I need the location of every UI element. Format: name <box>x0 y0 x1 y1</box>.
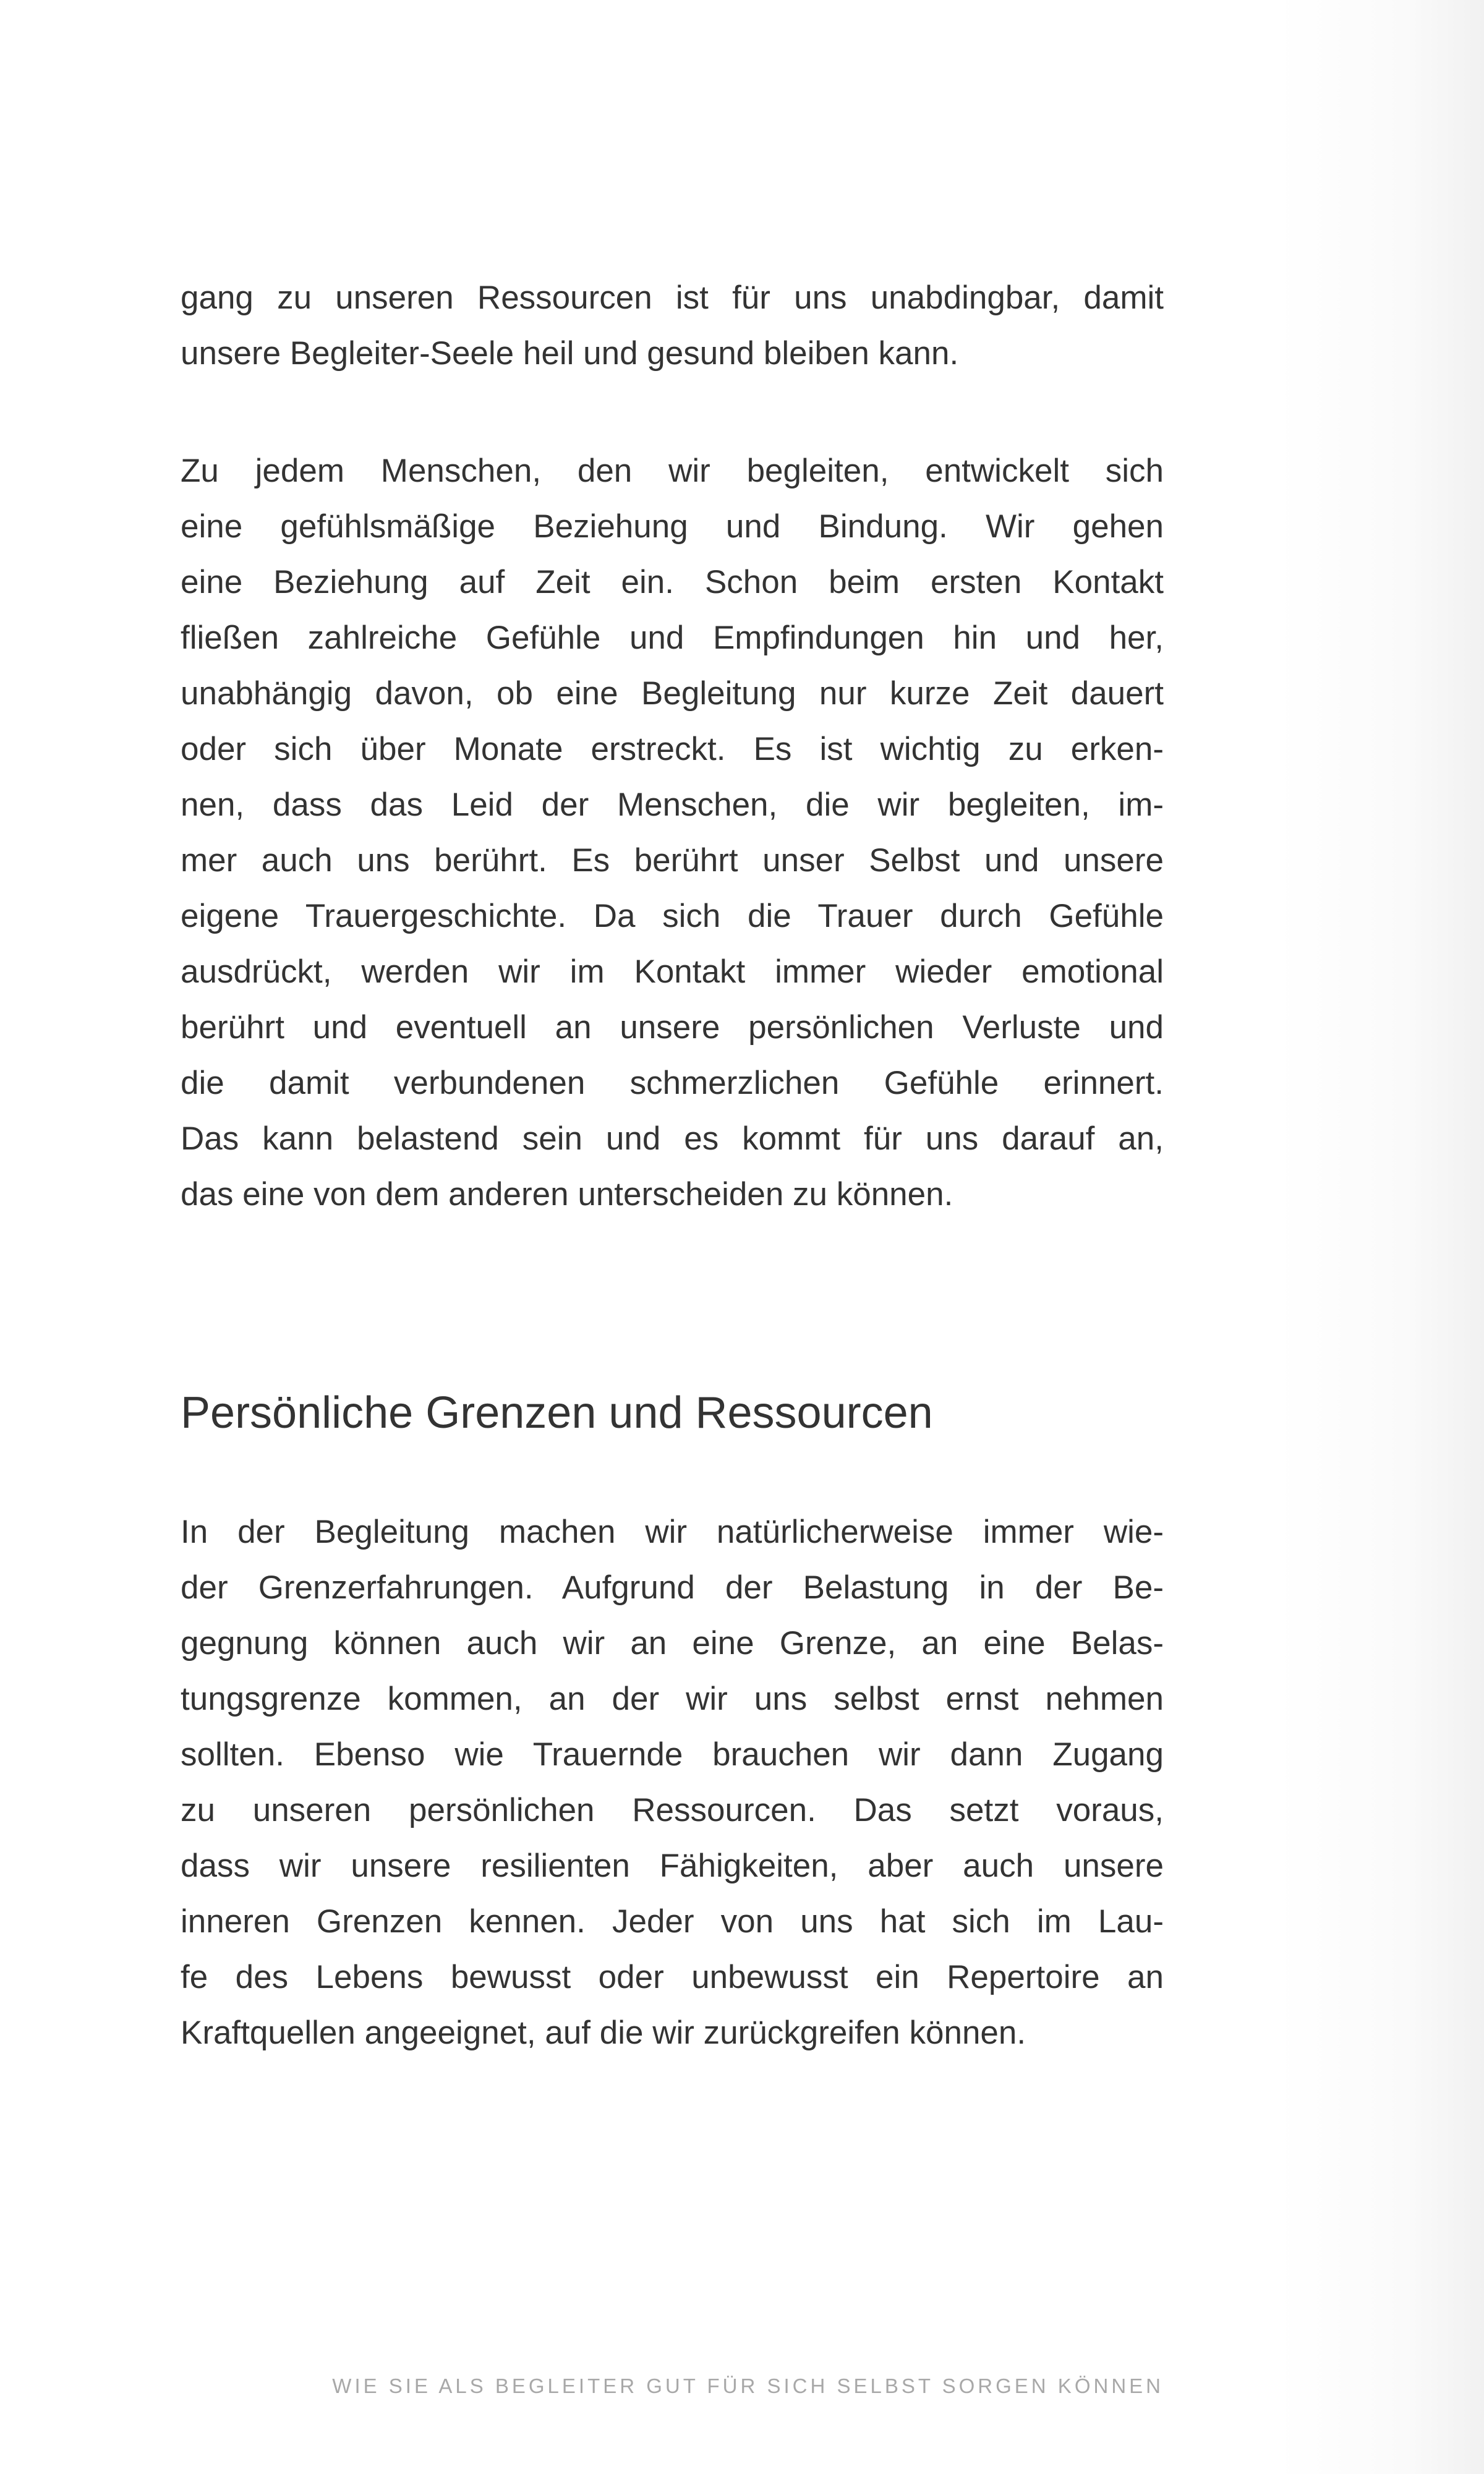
paragraph-continuation <box>181 270 1164 382</box>
section-heading: Persönliche Grenzen und Ressourcen <box>181 1388 933 1438</box>
text-line: eigene Trauergeschichte. Da sich die Trauer durch Gefühle <box>181 898 1164 934</box>
text-line: tungsgrenze kommen, an der wir uns selbst ernst nehmen <box>181 1681 1164 1717</box>
text-line: sollten. Ebenso wie Trauernde brauchen wir dann Zugang <box>181 1736 1164 1773</box>
text-line: inneren Grenzen kennen. Jeder von uns hat sich im Lau- <box>181 1903 1164 1940</box>
text-line: dass wir unsere resilienten Fähigkeiten, aber auch unsere <box>181 1848 1164 1884</box>
text-line: nen, dass das Leid der Menschen, die wir begleiten, im- <box>181 787 1164 823</box>
text-line: oder sich über Monate erstreckt. Es ist wichtig zu erken- <box>181 731 1164 767</box>
text-line: die damit verbundenen schmerzlichen Gefühle erinnert. <box>181 1065 1164 1101</box>
text-line: gegnung können auch wir an eine Grenze, an eine Belas- <box>181 1625 1164 1661</box>
text-line: fe des Lebens bewusst oder unbewusst ein Repertoire an <box>181 1959 1164 1995</box>
running-footer <box>181 2373 1164 2399</box>
text-line: ausdrückt, werden wir im Kontakt immer wieder emotional <box>181 953 1164 990</box>
text-column <box>181 0 1164 2061</box>
text-line: der Grenzerfahrungen. Aufgrund der Belastung in der Be- <box>181 1569 1164 1606</box>
text-line: unabhängig davon, ob eine Begleitung nur kurze Zeit dauert <box>181 675 1164 712</box>
text-line: Das kann belastend sein und es kommt für uns darauf an, <box>181 1120 1164 1157</box>
text-line: In der Begleitung machen wir natürlicherweise immer wie- <box>181 1514 1164 1550</box>
text-line: zu unseren persönlichen Ressourcen. Das setzt voraus, <box>181 1792 1164 1828</box>
paragraph-relationship <box>181 443 1164 1222</box>
text-line: eine Beziehung auf Zeit ein. Schon beim ersten Kontakt <box>181 564 1164 600</box>
text-line: Kraftquellen angeeignet, auf die wir zurückgreifen können. <box>181 2015 1026 2051</box>
text-line: eine gefühlsmäßige Beziehung und Bindung. Wir gehen <box>181 508 1164 545</box>
text-line: unsere Begleiter-Seele heil und gesund bleiben kann. <box>181 335 959 372</box>
text-line: gang zu unseren Ressourcen ist für uns unabdingbar, damit <box>181 279 1164 316</box>
text-line: berührt und eventuell an unsere persönlichen Verluste und <box>181 1009 1164 1046</box>
text-line: das eine von dem anderen unterscheiden zu können. <box>181 1176 953 1213</box>
running-footer-title: WIE SIE ALS BEGLEITER GUT FÜR SICH SELBST SORGEN KÖNNEN <box>332 2374 1164 2397</box>
text-line: fließen zahlreiche Gefühle und Empfindungen hin und her, <box>181 620 1164 656</box>
text-line: mer auch uns berührt. Es berührt unser Selbst und unsere <box>181 842 1164 879</box>
paragraph-boundaries <box>181 1504 1164 2061</box>
text-line: Zu jedem Menschen, den wir begleiten, entwickelt sich <box>181 453 1164 489</box>
